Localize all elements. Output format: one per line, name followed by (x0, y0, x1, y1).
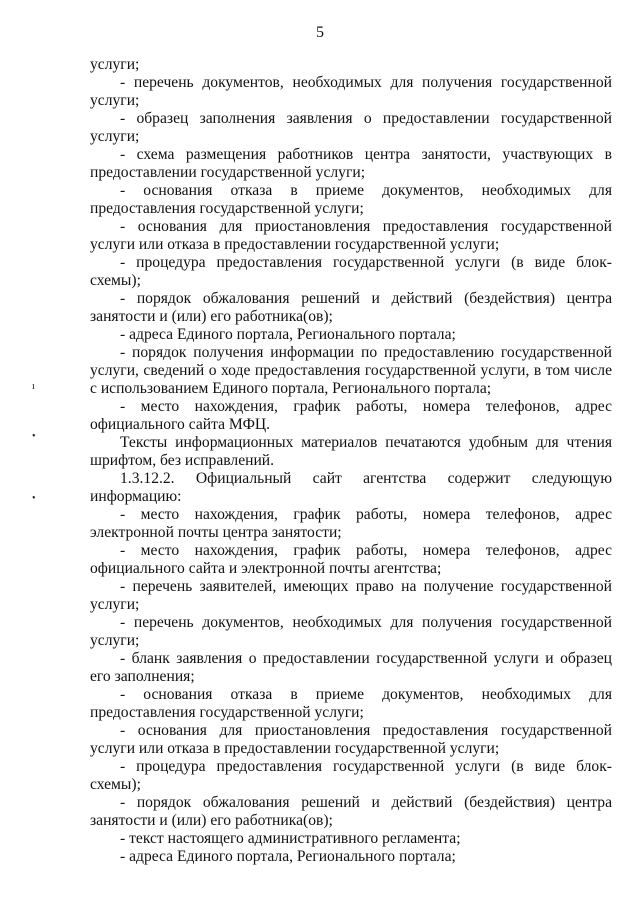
list-item: - порядок обжалования решений и действий (бездействия) центра занятости и (или) его работника(ов); (90, 794, 612, 829)
list-item: - порядок получения информации по предоставлению государственной услуги, сведений о ходе предоставления государственной услуги, в том числе с использованием Единого портала, Регионального портала; (90, 344, 612, 397)
list-item: - адреса Единого портала, Регионального портала; (120, 848, 456, 865)
paragraph: услуги; (90, 56, 140, 73)
list-item: - порядок обжалования решений и действий (бездействия) центра занятости и (или) его работника(ов); (90, 290, 612, 325)
list-item: - место нахождения, график работы, номера телефонов, адрес официального сайта МФЦ. (90, 398, 612, 433)
list-item: - место нахождения, график работы, номера телефонов, адрес электронной почты центра занятости; (90, 506, 612, 541)
list-item: - процедура предоставления государственной услуги (в виде блок-схемы); (90, 254, 612, 289)
page-number: 5 (316, 24, 324, 41)
document-body (90, 56, 612, 866)
list-item: - основания отказа в приеме документов, необходимых для предоставления государственной услуги; (90, 182, 612, 217)
margin-speck-mark: • (32, 493, 36, 504)
margin-speck-mark: ı (32, 381, 35, 392)
list-item: - образец заполнения заявления о предоставлении государственной услуги; (90, 110, 612, 145)
list-item: - перечень документов, необходимых для получения государственной услуги; (90, 74, 612, 109)
paragraph: Тексты информационных материалов печатаются удобным для чтения шрифтом, без исправлений. (90, 434, 612, 469)
list-item: - бланк заявления о предоставлении государственной услуги и образец его заполнения; (90, 650, 612, 685)
list-item: - процедура предоставления государственной услуги (в виде блок-схемы); (90, 758, 612, 793)
list-item: - адреса Единого портала, Регионального портала; (120, 326, 456, 343)
list-item: - место нахождения, график работы, номера телефонов, адрес официального сайта и электронной почты агентства; (90, 542, 612, 577)
list-item: - текст настоящего административного регламента; (120, 830, 461, 847)
list-item: - основания отказа в приеме документов, необходимых для предоставления государственной услуги; (90, 686, 612, 721)
list-item: - схема размещения работников центра занятости, участвующих в предоставлении государственной услуги; (90, 146, 612, 181)
list-item: - перечень документов, необходимых для получения государственной услуги; (90, 614, 612, 649)
list-item: - основания для приостановления предоставления государственной услуги или отказа в предоставлении государственной услуги; (90, 218, 612, 253)
margin-speck-mark: • (32, 431, 36, 442)
list-item: - основания для приостановления предоставления государственной услуги или отказа в предоставлении государственной услуги; (90, 722, 612, 757)
section-heading-paragraph: 1.3.12.2. Официальный сайт агентства содержит следующую информацию: (90, 470, 612, 505)
list-item: - перечень заявителей, имеющих право на получение государственной услуги; (90, 578, 612, 613)
